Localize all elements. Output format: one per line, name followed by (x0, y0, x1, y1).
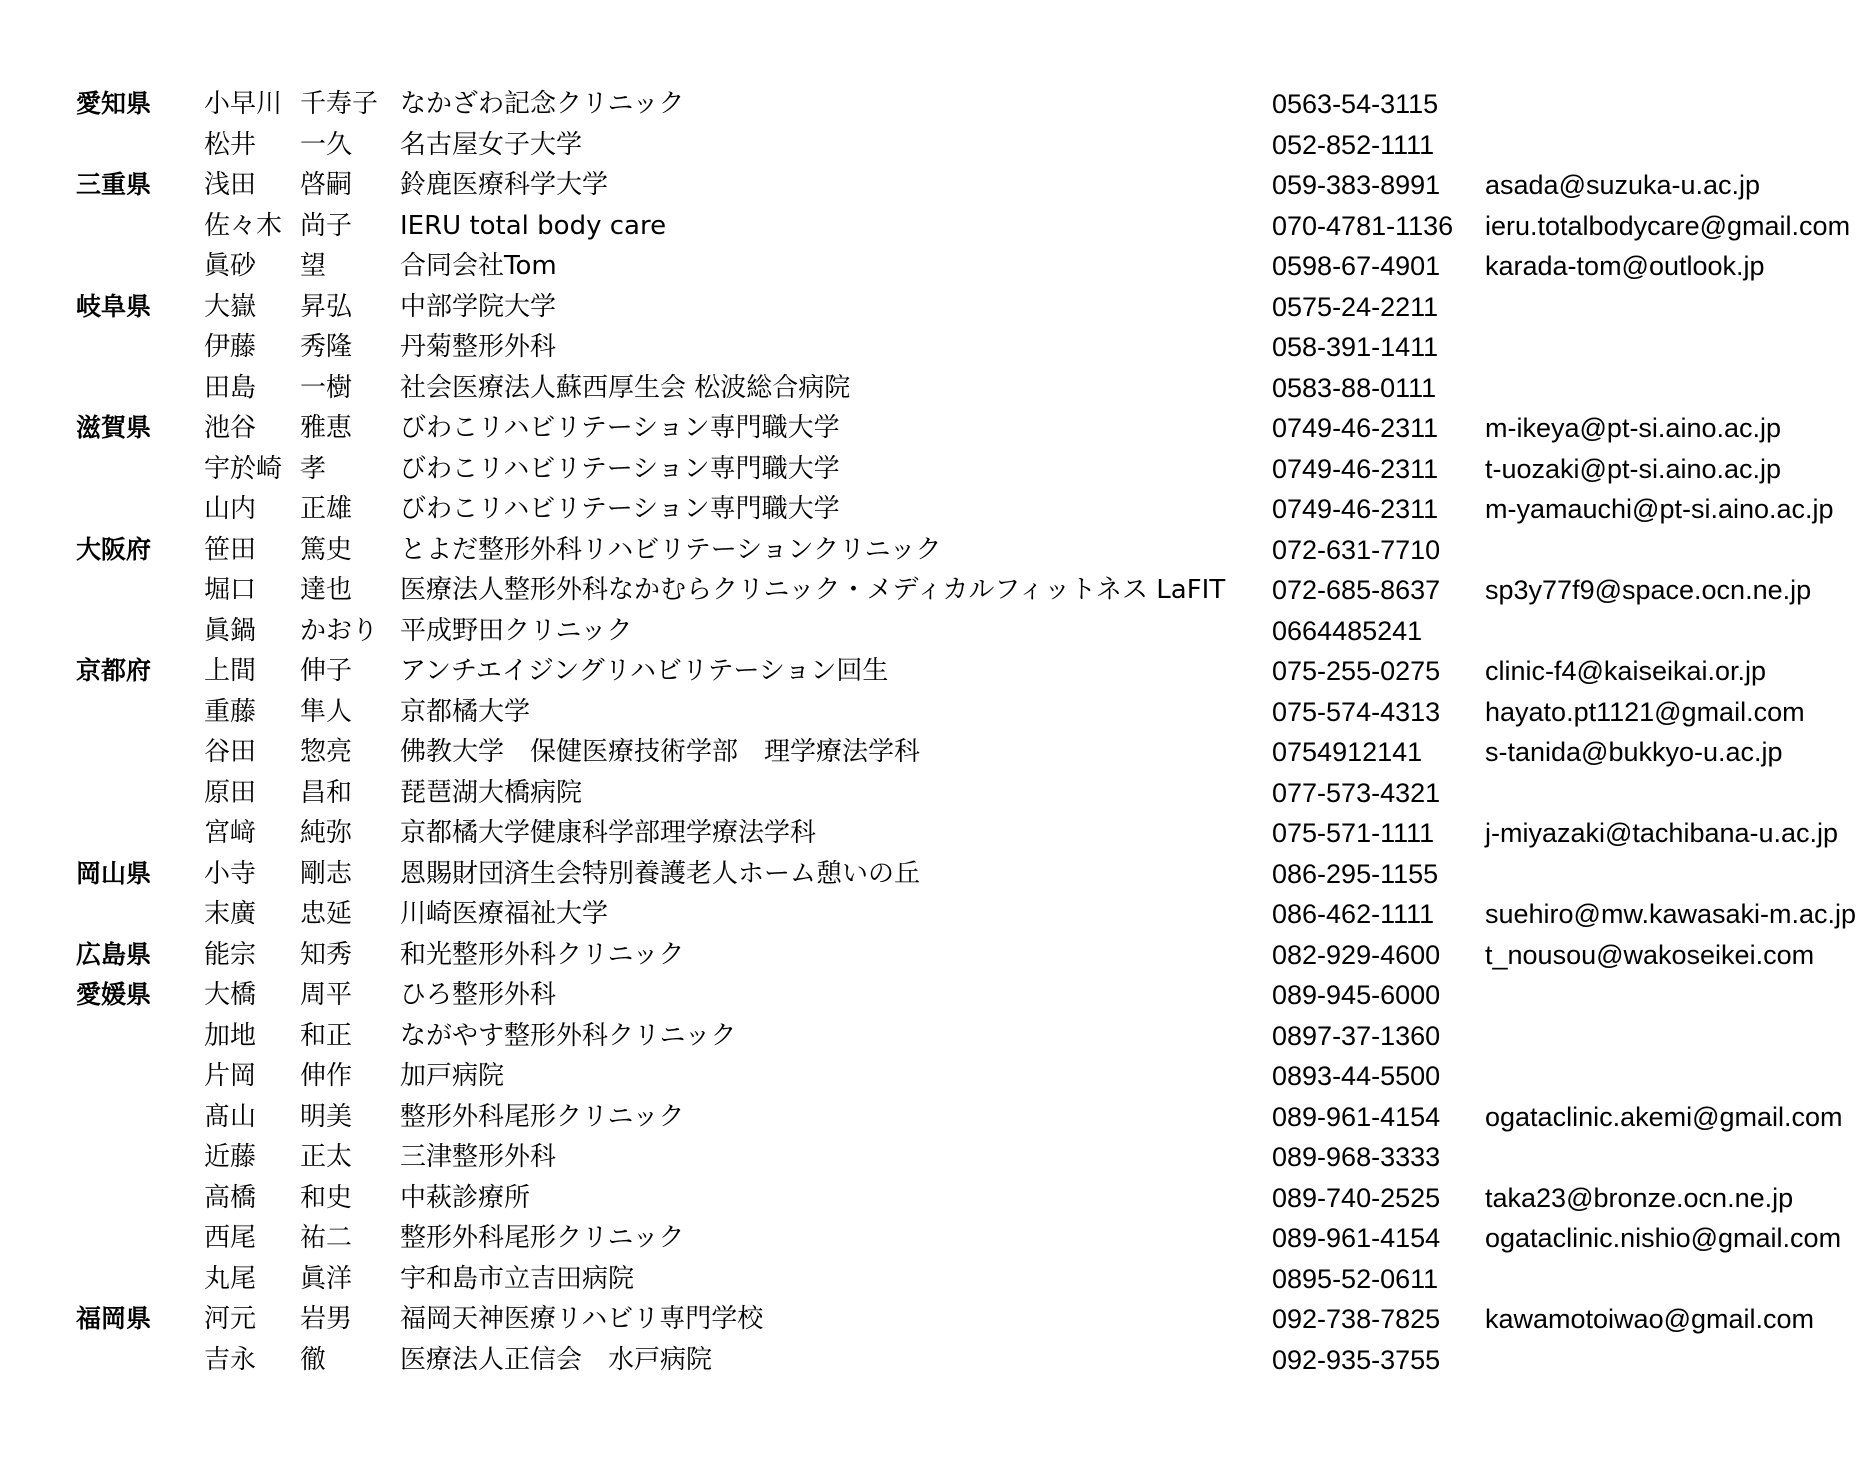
organization-name: 名古屋女子大学 (400, 129, 583, 160)
organization-name: IERU total body care (400, 210, 667, 241)
email-address: j-miyazaki@tachibana-u.ac.jp (1485, 818, 1839, 848)
given-name: 一久 (300, 129, 353, 160)
organization-name: 中萩診療所 (400, 1182, 531, 1213)
given-name: 昇弘 (300, 291, 353, 322)
phone-number: 0897-37-1360 (1272, 1020, 1441, 1051)
table-row (76, 1299, 1866, 1340)
organization-name: 医療法人正信会 水戸病院 (400, 1344, 713, 1375)
given-name: 伸作 (300, 1061, 353, 1091)
given-name: 隼人 (300, 696, 353, 727)
organization-name: 加戸病院 (400, 1061, 505, 1091)
email-address: sp3y77f9@space.ocn.ne.jp (1485, 575, 1812, 605)
family-name: 加地 (204, 1020, 257, 1051)
table-row (76, 1259, 1866, 1300)
table-row (76, 732, 1866, 773)
organization-name: 宇和島市立吉田病院 (400, 1263, 635, 1294)
organization-name: 和光整形外科クリニック (400, 939, 685, 970)
prefecture-label: 岡山県 (76, 858, 152, 888)
organization-name: ひろ整形外科 (400, 980, 557, 1010)
given-name: 正太 (300, 1142, 353, 1172)
given-name: 伸子 (300, 656, 353, 686)
family-name: 近藤 (204, 1142, 257, 1172)
table-row (76, 975, 1866, 1016)
phone-number: 0749-46-2311 (1272, 494, 1439, 524)
phone-number: 089-740-2525 (1272, 1182, 1441, 1213)
prefecture-label: 大阪府 (76, 534, 152, 564)
given-name: 篤史 (300, 534, 353, 565)
family-name: 山内 (204, 494, 257, 524)
table-row (76, 530, 1866, 571)
phone-number: 0749-46-2311 (1272, 413, 1439, 443)
family-name: 小寺 (204, 858, 257, 889)
organization-name: 整形外科尾形クリニック (400, 1101, 685, 1132)
given-name: 純弥 (300, 818, 353, 848)
member-roster (76, 84, 1866, 1380)
phone-number: 072-685-8637 (1272, 575, 1441, 605)
phone-number: 058-391-1411 (1272, 332, 1439, 362)
family-name: 上間 (204, 656, 257, 686)
phone-number: 0749-46-2311 (1272, 453, 1439, 484)
prefecture-label: 岐阜県 (76, 291, 152, 321)
table-row (76, 854, 1866, 895)
organization-name: 三津整形外科 (400, 1142, 557, 1172)
phone-number: 082-929-4600 (1272, 939, 1441, 970)
table-row (76, 773, 1866, 814)
organization-name: 琵琶湖大橋病院 (400, 777, 583, 808)
given-name: 一樹 (300, 372, 353, 403)
email-address: suehiro@mw.kawasaki-m.ac.jp (1485, 899, 1857, 929)
table-row (76, 611, 1866, 652)
table-row (76, 246, 1866, 287)
family-name: 眞砂 (204, 251, 257, 281)
given-name: 秀隆 (300, 332, 353, 362)
given-name: 達也 (300, 575, 353, 605)
phone-number: 086-462-1111 (1272, 899, 1435, 929)
family-name: 髙山 (204, 1101, 257, 1132)
family-name: 大嶽 (204, 291, 257, 322)
email-address: karada-tom@outlook.jp (1485, 251, 1765, 281)
given-name: 昌和 (300, 777, 353, 808)
prefecture-label: 京都府 (76, 656, 152, 685)
family-name: 重藤 (204, 696, 257, 727)
table-row (76, 1178, 1866, 1219)
organization-name: びわこリハビリテーション専門職大学 (400, 494, 840, 524)
email-address: asada@suzuka-u.ac.jp (1485, 170, 1761, 200)
phone-number: 092-738-7825 (1272, 1304, 1441, 1334)
phone-number: 0893-44-5500 (1272, 1061, 1441, 1091)
family-name: 丸尾 (204, 1263, 257, 1294)
table-row (76, 125, 1866, 166)
table-row (76, 1137, 1866, 1178)
given-name: 和正 (300, 1020, 353, 1051)
phone-number: 0583-88-0111 (1272, 372, 1437, 403)
email-address: m-ikeya@pt-si.aino.ac.jp (1485, 413, 1782, 443)
phone-number: 070-4781-1136 (1272, 210, 1454, 241)
organization-name: 合同会社Tom (400, 251, 557, 281)
family-name: 松井 (204, 129, 257, 160)
family-name: 片岡 (204, 1061, 257, 1091)
organization-name: ながやす整形外科クリニック (400, 1020, 737, 1051)
organization-name: 川崎医療福祉大学 (400, 899, 609, 929)
email-address: s-tanida@bukkyo-u.ac.jp (1485, 737, 1783, 767)
organization-name: びわこリハビリテーション専門職大学 (400, 413, 840, 443)
table-row (76, 489, 1866, 530)
given-name: かおり (300, 615, 379, 646)
table-row (76, 84, 1866, 125)
email-address: ieru.totalbodycare@gmail.com (1485, 210, 1851, 241)
phone-number: 075-574-4313 (1272, 696, 1441, 727)
family-name: 伊藤 (204, 332, 257, 362)
organization-name: とよだ整形外科リハビリテーションクリニック (400, 534, 942, 565)
phone-number: 059-383-8991 (1272, 170, 1441, 200)
phone-number: 075-255-0275 (1272, 656, 1441, 686)
organization-name: 丹菊整形外科 (400, 332, 557, 362)
phone-number: 0575-24-2211 (1272, 291, 1439, 322)
phone-number: 089-968-3333 (1272, 1142, 1441, 1172)
email-address: clinic-f4@kaiseikai.or.jp (1485, 656, 1767, 686)
organization-name: 鈴鹿医療科学大学 (400, 170, 609, 200)
table-row (76, 651, 1866, 692)
organization-name: 京都橘大学 (400, 696, 531, 727)
family-name: 笹田 (204, 534, 257, 565)
given-name: 尚子 (300, 210, 353, 241)
email-address: ogataclinic.nishio@gmail.com (1485, 1223, 1842, 1253)
email-address: m-yamauchi@pt-si.aino.ac.jp (1485, 494, 1834, 524)
table-row (76, 368, 1866, 409)
phone-number: 0895-52-0611 (1272, 1263, 1439, 1294)
email-address: ogataclinic.akemi@gmail.com (1485, 1101, 1843, 1132)
organization-name: 整形外科尾形クリニック (400, 1223, 685, 1253)
given-name: 望 (300, 251, 327, 281)
email-address: kawamotoiwao@gmail.com (1485, 1304, 1815, 1334)
organization-name: 恩賜財団済生会特別養護老人ホーム憩いの丘 (400, 858, 921, 889)
prefecture-label: 愛媛県 (76, 980, 152, 1009)
table-row (76, 287, 1866, 328)
family-name: 眞鍋 (204, 615, 257, 646)
given-name: 啓嗣 (300, 170, 353, 200)
phone-number: 086-295-1155 (1272, 858, 1439, 889)
family-name: 小早川 (204, 89, 283, 119)
phone-number: 0563-54-3115 (1272, 89, 1439, 119)
table-row (76, 1056, 1866, 1097)
phone-number: 077-573-4321 (1272, 777, 1441, 808)
given-name: 千寿子 (300, 89, 379, 119)
family-name: 浅田 (204, 170, 257, 200)
family-name: 原田 (204, 777, 257, 808)
prefecture-label: 広島県 (76, 939, 152, 969)
table-row (76, 1340, 1866, 1381)
family-name: 高橋 (204, 1182, 257, 1213)
given-name: 惣亮 (300, 737, 353, 767)
phone-number: 072-631-7710 (1272, 534, 1441, 565)
family-name: 西尾 (204, 1223, 257, 1253)
phone-number: 089-961-4154 (1272, 1101, 1441, 1132)
family-name: 田島 (204, 372, 257, 403)
organization-name: 中部学院大学 (400, 291, 557, 322)
given-name: 徹 (300, 1344, 327, 1375)
family-name: 池谷 (204, 413, 257, 443)
table-row (76, 813, 1866, 854)
table-row (76, 327, 1866, 368)
organization-name: アンチエイジングリハビリテーション回生 (400, 656, 889, 686)
table-row (76, 165, 1866, 206)
phone-number: 089-961-4154 (1272, 1223, 1441, 1253)
prefecture-label: 愛知県 (76, 89, 152, 118)
given-name: 明美 (300, 1101, 353, 1132)
organization-name: びわこリハビリテーション専門職大学 (400, 453, 840, 484)
phone-number: 052-852-1111 (1272, 129, 1435, 160)
prefecture-label: 滋賀県 (76, 413, 152, 442)
organization-name: 京都橘大学健康科学部理学療法学科 (400, 818, 817, 848)
family-name: 吉永 (204, 1344, 257, 1375)
organization-name: なかざわ記念クリニック (400, 89, 685, 119)
organization-name: 医療法人整形外科なかむらクリニック・メディカルフィットネス LaFIT (400, 575, 1226, 605)
table-row (76, 692, 1866, 733)
phone-number: 075-571-1111 (1272, 818, 1435, 848)
given-name: 忠延 (300, 899, 353, 929)
given-name: 知秀 (300, 939, 353, 970)
given-name: 周平 (300, 980, 353, 1010)
table-row (76, 408, 1866, 449)
prefecture-label: 福岡県 (76, 1304, 152, 1333)
family-name: 能宗 (204, 939, 257, 970)
phone-number: 089-945-6000 (1272, 980, 1441, 1010)
email-address: t_nousou@wakoseikei.com (1485, 939, 1815, 970)
given-name: 和史 (300, 1182, 353, 1213)
table-row (76, 1016, 1866, 1057)
table-row (76, 894, 1866, 935)
given-name: 孝 (300, 453, 327, 484)
family-name: 末廣 (204, 899, 257, 929)
prefecture-label: 三重県 (76, 170, 152, 199)
given-name: 剛志 (300, 858, 353, 889)
given-name: 岩男 (300, 1304, 353, 1334)
organization-name: 佛教大学 保健医療技術学部 理学療法学科 (400, 737, 921, 767)
phone-number: 0754912141 (1272, 737, 1423, 767)
given-name: 雅恵 (300, 413, 353, 443)
table-row (76, 570, 1866, 611)
given-name: 正雄 (300, 494, 353, 524)
email-address: hayato.pt1121@gmail.com (1485, 696, 1805, 727)
organization-name: 福岡天神医療リハビリ専門学校 (400, 1304, 764, 1334)
email-address: taka23@bronze.ocn.ne.jp (1485, 1182, 1794, 1213)
family-name: 宮﨑 (204, 818, 257, 848)
family-name: 堀口 (204, 575, 257, 605)
phone-number: 0664485241 (1272, 615, 1423, 646)
organization-name: 平成野田クリニック (400, 615, 633, 646)
phone-number: 0598-67-4901 (1272, 251, 1441, 281)
family-name: 谷田 (204, 737, 257, 767)
email-address: t-uozaki@pt-si.aino.ac.jp (1485, 453, 1782, 484)
family-name: 佐々木 (204, 210, 283, 241)
given-name: 眞洋 (300, 1263, 353, 1294)
table-row (76, 206, 1866, 247)
family-name: 大橋 (204, 980, 257, 1010)
organization-name: 社会医療法人蘇西厚生会 松波総合病院 (400, 372, 851, 403)
table-row (76, 449, 1866, 490)
family-name: 河元 (204, 1304, 257, 1334)
table-row (76, 1097, 1866, 1138)
family-name: 宇於崎 (204, 453, 283, 484)
given-name: 祐二 (300, 1223, 353, 1253)
table-row (76, 1218, 1866, 1259)
phone-number: 092-935-3755 (1272, 1344, 1441, 1375)
table-row (76, 935, 1866, 976)
